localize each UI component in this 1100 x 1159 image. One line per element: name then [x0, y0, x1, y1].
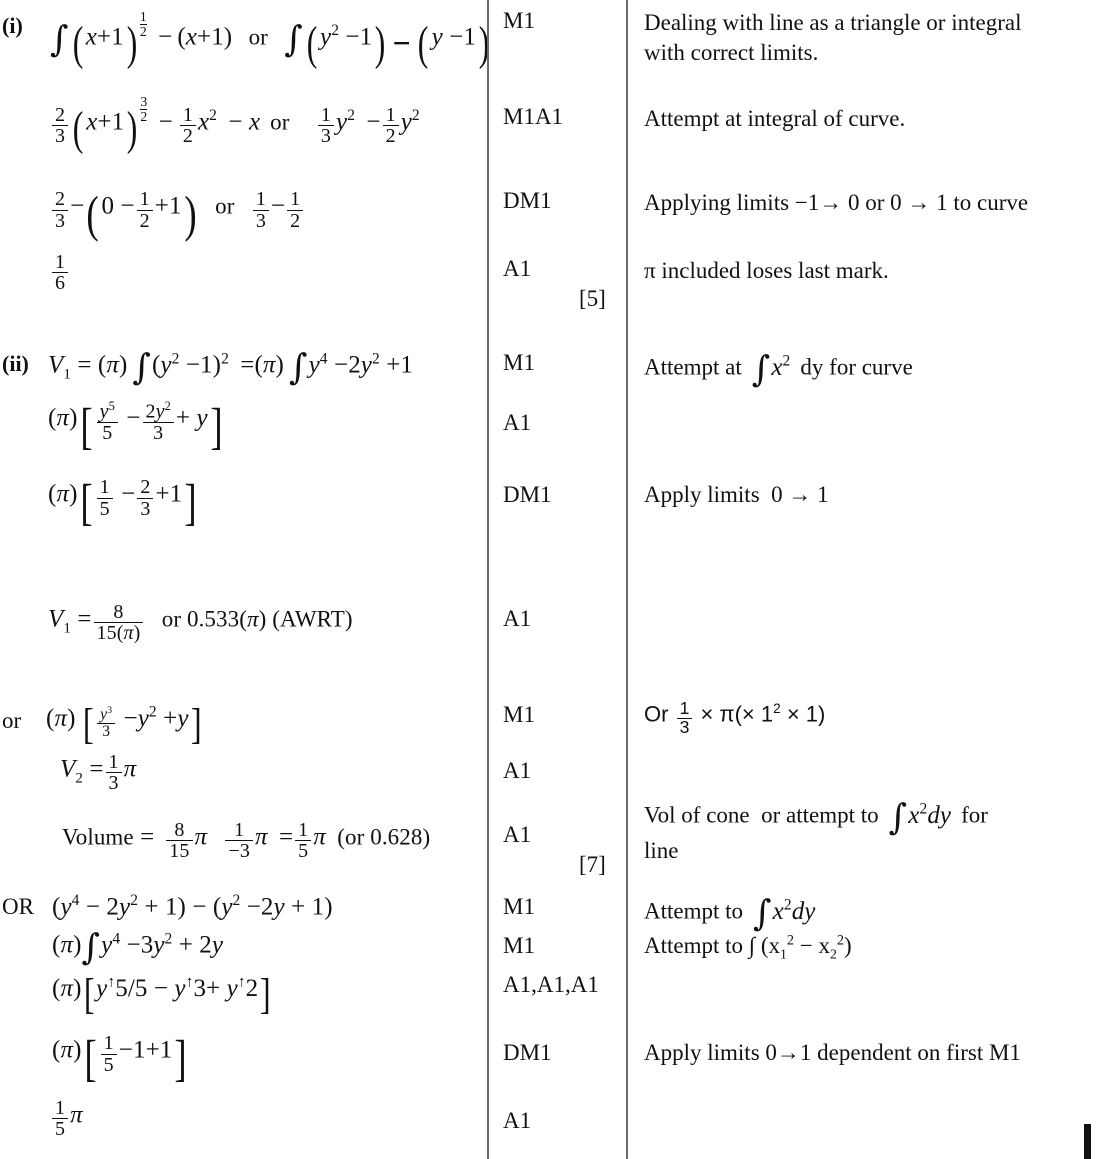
part-ii-alt-or-label: or [2, 708, 22, 733]
part-ii-line-4: $V_1$ = $\frac{8}{15(\pi)}$ or 0.533(π) (AWRT) [48, 601, 353, 645]
mark-entry: M1 [503, 8, 535, 33]
comment-i-2: Attempt at integral of curve. [644, 106, 906, 131]
part-or-line-5: $\frac{1}{5}$ π [50, 1098, 83, 1140]
comment-or-1: Attempt to $\int x^2dy$ [644, 893, 816, 934]
part-i-line-1: ∫( x+1) $\frac{1}{2}$ − (x+1) or ∫( $y^2 -1$) − ( y −1) [50, 9, 490, 70]
part-or-line-3: (π)[y↑5/5 − y↑3+ y↑2] [52, 970, 272, 1018]
mark-entry: A1,A1,A1 [503, 972, 599, 997]
mark-entry: M1 [503, 702, 535, 727]
mark-entry: A1 [503, 410, 532, 435]
mark-entry: M1 [503, 933, 535, 958]
mark-total-5: [5] [579, 286, 606, 311]
comment-i-1: Dealing with line as a triangle or integral with correct limits. [644, 10, 1022, 65]
comment-ii-alt-2: Vol of cone or attempt to $\int x^2dy$ for [644, 797, 988, 838]
part-or-line-1: $(y^4 - 2y^2 + 1) - (y^2 -2y + 1)$ [52, 892, 333, 921]
part-label-ii: (ii) [2, 351, 29, 376]
working-column [0, 0, 490, 1159]
part-or-label: OR [2, 894, 34, 919]
mark-entry: DM1 [503, 1040, 552, 1065]
part-ii-line-1: $V_1 = (\pi)$ $\int(y^2 -1)^2 =(\pi)$ $\int y^4 -2y^2 +1$ [48, 347, 414, 388]
mark-entry: A1 [503, 1108, 532, 1133]
part-or-line-2: $(\pi)\int y^4 -3y^2 + 2y$ [52, 927, 224, 968]
mark-entry: A1 [503, 758, 532, 783]
mark-entry: A1 [503, 606, 532, 631]
comment-i-4: π included loses last mark. [644, 258, 889, 283]
part-i-line-2: $\frac{2}{3}$ ( x+1) $\frac{3}{2}$ − $\frac{1}{2}$ $x^2 - x$ or $\frac{1}{3}$ $y^2$ − $\frac{1}{2}$ $y^2$ [50, 95, 420, 155]
mark-entry: M1 [503, 350, 535, 375]
part-ii-alt-line-1: (π) [ $\frac{y^3}{3}$ $-y^2 +y$] [46, 700, 202, 748]
comments-column [628, 0, 1100, 1159]
comment-ii-alt-1: Or $\frac{1}{3}$ × $\pi(\times 1^2 \times 1)$ [644, 698, 826, 737]
mark-total-7: [7] [579, 852, 606, 877]
mark-entry: M1 [503, 894, 535, 919]
part-i-line-4: $\frac{1}{6}$ [50, 252, 70, 294]
mark-entry: A1 [503, 822, 532, 847]
part-i-line-3: $\frac{2}{3}$ −(0 − $\frac{1}{2}$ +1) or $\frac{1}{3}$ − $\frac{1}{2}$ [50, 186, 305, 243]
mark-entry: M1A1 [503, 104, 564, 129]
comment-ii-alt-2-cont: line [644, 838, 679, 863]
part-ii-line-3: (π)[ $\frac{1}{5}$ − $\frac{2}{3}$ +1] [48, 474, 198, 531]
comment-ii-1: Attempt at $\int x^2$ dy for curve [644, 349, 913, 390]
page-edge-mark [1084, 1124, 1091, 1159]
mark-entry: A1 [503, 256, 532, 281]
mark-entry: DM1 [503, 482, 552, 507]
part-or-line-4: (π)[ $\frac{1}{5}$ −1+1] [52, 1030, 188, 1087]
part-label-i: (i) [2, 13, 23, 38]
part-ii-line-2: (π)[ $\frac{y^5}{5}$ − $\frac{2y^2}{3}$ + y] [48, 398, 223, 455]
part-ii-alt-line-3: Volume = $\frac{8}{15}$ π $\frac{1}{-3}$ π = $\frac{1}{5}$ π (or 0.628) [62, 819, 431, 863]
comment-ii-2: Apply limits 0 → 1 [644, 482, 829, 507]
comment-i-3: Applying limits −1→ 0 or 0 → 1 to curve [644, 190, 1029, 215]
comment-or-3: Apply limits 0→1 dependent on first M1 [644, 1040, 1021, 1065]
comment-or-2: Attempt to ∫ $(x_1^2 - x_2^2)$ [644, 932, 852, 962]
part-ii-alt-line-2: $V_2$ = $\frac{1}{3}$ π [60, 751, 137, 795]
mark-entry: DM1 [503, 188, 552, 213]
marks-column [487, 0, 628, 1159]
